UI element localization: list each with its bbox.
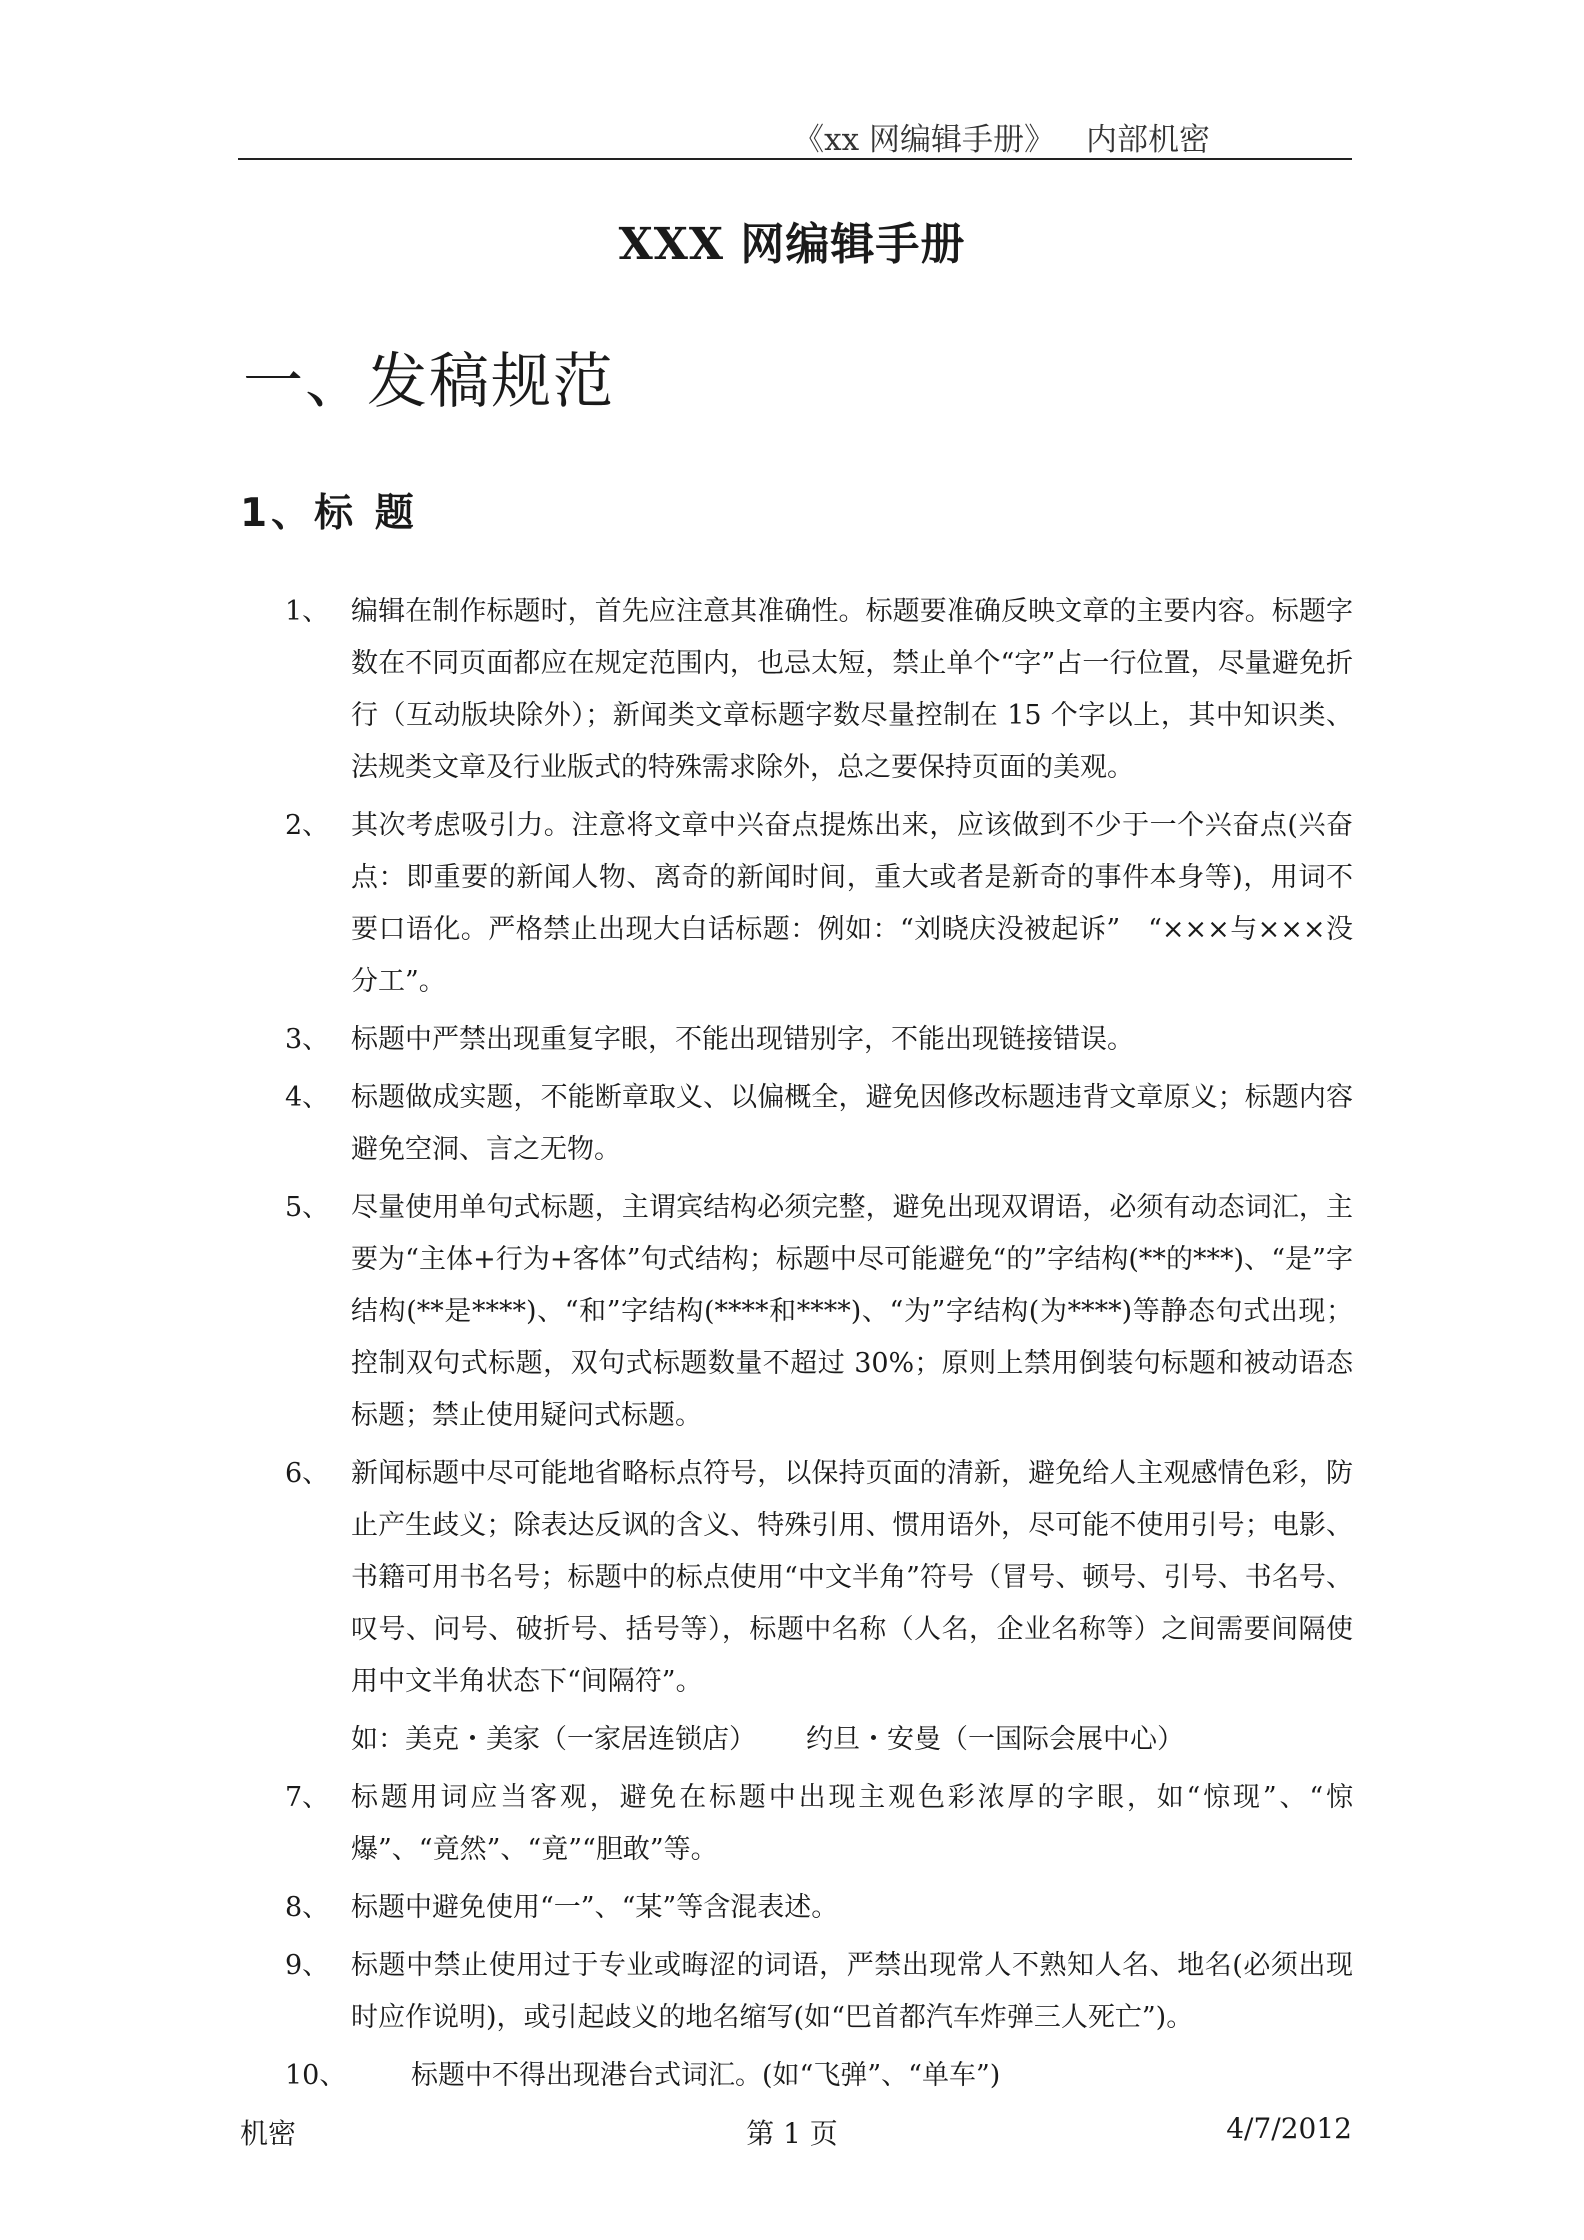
rule-item [285, 1182, 1353, 1442]
rule-example-b: 约旦・安曼（一国际会展中心） [806, 1724, 1184, 1755]
rule-text: 标题中禁止使用过于专业或晦涩的词语，严禁出现常人不熟知人名、地名(必须出现时应作说明)，或引起歧义的地名缩写(如“巴首都汽车炸弹三人死亡”)。 [351, 1950, 1353, 2033]
footer-page-number: 第 1 页 [746, 2117, 838, 2150]
chapter-heading: 一、发稿规范 [243, 347, 615, 417]
rule-number: 7、 [285, 1782, 330, 1813]
rule-number: 2、 [285, 810, 330, 841]
document-title: XXX 网编辑手册 [618, 219, 966, 270]
footer-confidential: 机密 [240, 2117, 297, 2150]
rule-number: 5、 [285, 1192, 330, 1223]
rule-number: 1、 [285, 596, 330, 627]
rule-item [285, 800, 1353, 1008]
rule-text: 标题做成实题，不能断章取义、以偏概全，避免因修改标题违背文章原义；标题内容避免空洞、言之无物。 [351, 1082, 1353, 1165]
page-header [238, 108, 1352, 160]
rule-text: 新闻标题中尽可能地省略标点符号，以保持页面的清新，避免给人主观感情色彩，防止产生歧义；除表达反讽的含义、特殊引用、惯用语外，尽可能不使用引号；电影、书籍可用书名号；标题中的标点使用“中文半角”符号（冒号、顿号、引号、书名号、叹号、问号、破折号、括号等），标题中名称（人名，企业名称等）之间需要间隔使用中文半角状态下“间隔符”。 [351, 1458, 1353, 1697]
rule-item [285, 1940, 1353, 2044]
rule-text: 标题中避免使用“一”、“某”等含混表述。 [351, 1892, 839, 1923]
rule-item [285, 1882, 1353, 1934]
rule-number: 8、 [285, 1892, 330, 1923]
rule-example-a: 如：美克・美家（一家居连锁店） [351, 1724, 756, 1755]
rule-number: 6、 [285, 1458, 330, 1489]
rule-item [285, 2050, 1353, 2102]
rule-item [285, 1772, 1353, 1876]
rule-text: 标题中严禁出现重复字眼，不能出现错别字，不能出现链接错误。 [351, 1024, 1134, 1055]
rule-text: 标题中不得出现港台式词汇。(如“飞弹”、“单车”) [411, 2060, 1001, 2091]
rule-number: 3、 [285, 1024, 330, 1055]
rule-example [295, 1714, 1353, 1766]
rules-list [285, 586, 1353, 2108]
rule-number: 10、 [285, 2060, 347, 2091]
rule-text: 尽量使用单句式标题，主谓宾结构必须完整，避免出现双谓语，必须有动态词汇，主要为“主体+行为+客体”句式结构；标题中尽可能避免“的”字结构(**的***)、“是”字结构(**是****)、“和”字结构(****和****)、“为”字结构(为****)等静态句式出现；控制双句式标题，双句式标题数量不超过 30%；原则上禁用倒装句标题和被动语态标题；禁止使用疑问式标题。 [351, 1192, 1353, 1431]
header-confidential-label: 内部机密 [1086, 122, 1210, 158]
footer-date: 4/7/2012 [1226, 2112, 1352, 2145]
rule-text: 编辑在制作标题时，首先应注意其准确性。标题要准确反映文章的主要内容。标题字数在不同页面都应在规定范围内，也忌太短，禁止单个“字”占一行位置，尽量避免折行（互动版块除外）；新闻类文章标题字数尽量控制在 15 个字以上，其中知识类、法规类文章及行业版式的特殊需求除外，总之要保持页面的美观。 [351, 596, 1353, 783]
rule-number: 9、 [285, 1950, 330, 1981]
rule-text: 其次考虑吸引力。注意将文章中兴奋点提炼出来，应该做到不少于一个兴奋点(兴奋点：即重要的新闻人物、离奇的新闻时间，重大或者是新奇的事件本身等)，用词不要口语化。严格禁止出现大白话标题：例如：“刘晓庆没被起诉” “×××与×××没分工”。 [351, 810, 1353, 997]
rule-item [285, 1448, 1353, 1766]
rule-text: 标题用词应当客观，避免在标题中出现主观色彩浓厚的字眼，如“惊现”、“惊爆”、“竟然”、“竟”“胆敢”等。 [351, 1782, 1353, 1865]
rule-item [285, 1014, 1353, 1066]
rule-item [285, 1072, 1353, 1176]
rule-number: 4、 [285, 1082, 330, 1113]
rule-item [285, 586, 1353, 794]
header-doc-title: 《xx 网编辑手册》 内部机密 [793, 122, 1210, 158]
section-heading: 1、标 题 [240, 491, 418, 536]
